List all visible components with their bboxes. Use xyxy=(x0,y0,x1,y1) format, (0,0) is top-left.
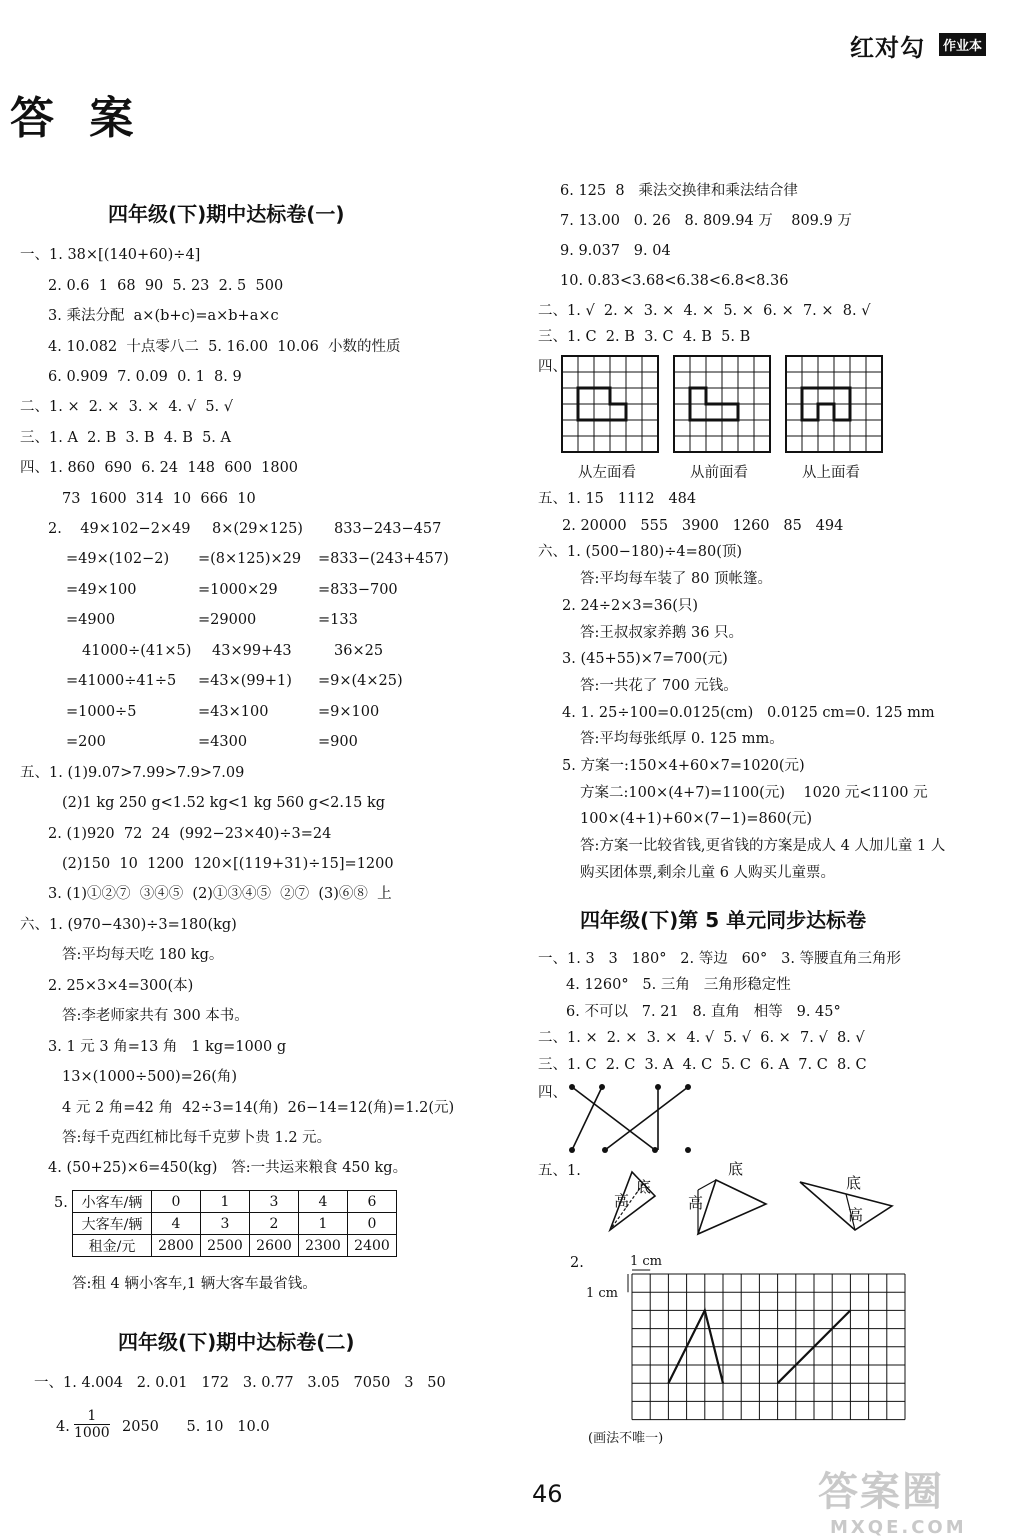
answer-line: 三、1. C 2. B 3. C 4. B 5. B xyxy=(538,329,751,345)
table-cell: 3 xyxy=(201,1213,250,1235)
question-number: 五、1. xyxy=(538,1163,581,1179)
answer-line: 一、1. 38×[(140+60)÷4] xyxy=(20,247,201,263)
watermark-text: 答案圈 xyxy=(818,1469,944,1515)
calc-cell: =43×(99+1) xyxy=(198,673,292,689)
answer-line: 五、1. (1)9.07>7.99>7.9>7.09 xyxy=(20,765,245,781)
table-cell: 2400 xyxy=(348,1235,397,1257)
table-cell: 大客车/辆 xyxy=(73,1213,152,1235)
brand-tag: 作业本 xyxy=(939,33,986,56)
answer-line: 73 1600 314 10 666 10 xyxy=(62,491,256,507)
calc-cell: =4900 xyxy=(66,612,116,628)
table-cell: 1 xyxy=(201,1191,250,1213)
answer-line: 6. 0.909 7. 0.09 0. 1 8. 9 xyxy=(48,369,242,385)
calc-cell: =1000×29 xyxy=(198,582,278,598)
view-grid xyxy=(674,356,770,452)
table-row xyxy=(73,1191,397,1213)
calc-cell: =4300 xyxy=(198,734,248,750)
calc-cell: =49×100 xyxy=(66,582,137,598)
answer-line: 4. (50+25)×6=450(kg) 答:一共运来粮食 450 kg。 xyxy=(48,1160,408,1176)
calc-cell: 2. 49×102−2×49 xyxy=(48,521,191,537)
calc-cell: =43×100 xyxy=(198,704,269,720)
triangle-label-base: 底 xyxy=(846,1174,862,1192)
triangle-label-height: 高 xyxy=(688,1194,704,1212)
table-cell: 小客车/辆 xyxy=(73,1191,152,1213)
table-cell: 1 xyxy=(299,1213,348,1235)
note: (画法不唯一) xyxy=(588,1431,664,1446)
answer-line: 3. (1)①②⑦ ③④⑤ (2)①③④⑤ ②⑦ (3)⑥⑧ 上 xyxy=(48,886,392,902)
table-cell: 2500 xyxy=(201,1235,250,1257)
table-cell: 租金/元 xyxy=(73,1235,152,1257)
table-cell: 0 xyxy=(348,1213,397,1235)
table-row xyxy=(73,1213,397,1235)
calc-cell: =833−(243+457) xyxy=(318,551,449,567)
answer-line: 6. 125 8 乘法交换律和乘法结合律 xyxy=(560,183,798,199)
triangle-label-height: 高 xyxy=(848,1206,864,1224)
watermark-url: MXQE.COM xyxy=(830,1517,967,1536)
answer-line: 100×(4+1)+60×(7−1)=860(元) xyxy=(580,811,813,827)
watermark xyxy=(818,1460,967,1536)
answer-line: 六、1. (970−430)÷3=180(kg) xyxy=(20,917,237,933)
question-number: 2. xyxy=(570,1255,584,1271)
calc-cell: 8×(29×125) xyxy=(212,521,303,537)
fraction-numerator: 1 xyxy=(74,1408,110,1425)
answer-line: 二、1. √ 2. × 3. × 4. × 5. × 6. × 7. × 8. √ xyxy=(538,303,871,319)
answer-line: 3. (45+55)×7=700(元) xyxy=(562,651,728,667)
answer-line: 9. 9.037 9. 04 xyxy=(560,243,671,259)
answer-line: 2. 25×3×4=300(本) xyxy=(48,978,194,994)
answer-line: 三、1. A 2. B 3. B 4. B 5. A xyxy=(20,430,232,446)
calc-cell: =200 xyxy=(66,734,106,750)
calc-cell: =833−700 xyxy=(318,582,398,598)
answer-line: 2050 5. 10 10.0 xyxy=(122,1419,270,1435)
table-row xyxy=(73,1235,397,1257)
triangle-heights xyxy=(580,1160,930,1250)
answer-line: 10. 0.83<3.68<6.38<6.8<8.36 xyxy=(560,273,789,289)
answer-line: 4 元 2 角=42 角 42÷3=14(角) 26−14=12(角)=1.2(元) xyxy=(62,1100,455,1116)
answer-line: 购买团体票,剩余儿童 6 人购买儿童票。 xyxy=(580,865,836,881)
calc-cell: =133 xyxy=(318,612,358,628)
answer-line: 一、1. 4.004 2. 0.01 172 3. 0.77 3.05 7050 3 50 xyxy=(34,1375,446,1391)
answer-line: 四、1. 860 690 6. 24 148 600 1800 xyxy=(20,460,299,476)
answer-line: 答:平均每天吃 180 kg。 xyxy=(62,947,224,963)
answer-line: 答:方案一比较省钱,更省钱的方案是成人 4 人加儿童 1 人 xyxy=(580,838,946,854)
question-number: 四、 xyxy=(538,359,567,375)
answer-line: 2. (1)920 72 24 (992−23×40)÷3=24 xyxy=(48,826,332,842)
answer-line: 4. 1. 25÷100=0.0125(cm) 0.0125 cm=0. 125 mm xyxy=(562,705,935,721)
calc-cell: =(8×125)×29 xyxy=(198,551,302,567)
table-cell: 4 xyxy=(299,1191,348,1213)
triangle-label-base: 底 xyxy=(728,1160,744,1178)
calc-cell: 36×25 xyxy=(334,643,384,659)
brand-logo: 红对勾 xyxy=(850,34,925,62)
question-number: 四、 xyxy=(538,1085,567,1101)
calc-cell: 833−243−457 xyxy=(334,521,442,537)
table-cell: 2600 xyxy=(250,1235,299,1257)
table-cell: 2800 xyxy=(152,1235,201,1257)
triangle-label-base: 底 xyxy=(636,1178,652,1196)
answer-line: 2. 0.6 1 68 90 5. 23 2. 5 500 xyxy=(48,278,284,294)
question-number: 5. xyxy=(54,1195,68,1211)
triangle-label-height: 高 xyxy=(614,1192,630,1210)
page-number: 46 xyxy=(532,1480,563,1508)
unit-label-top: 1 cm xyxy=(630,1254,663,1269)
view-grid xyxy=(786,356,882,452)
view-grid xyxy=(562,356,658,452)
answer-line: 2. 20000 555 3900 1260 85 494 xyxy=(562,518,844,534)
view-label-front: 从前面看 xyxy=(690,465,748,481)
answer-line: 答:一共花了 700 元钱。 xyxy=(580,678,738,694)
answer-line: 4. 10.082 十点零八二 5. 16.00 10.06 小数的性质 xyxy=(48,339,401,355)
answer-line: 六、1. (500−180)÷4=80(顶) xyxy=(538,544,743,560)
fraction xyxy=(74,1408,110,1441)
answer-line: (2)1 kg 250 g<1.52 kg<1 kg 560 g<2.15 kg xyxy=(62,795,386,811)
page-title: 答 案 xyxy=(10,93,144,144)
answer-line: 方案二:100×(4+7)=1100(元) 1020 元<1100 元 xyxy=(580,785,928,801)
view-label-left: 从左面看 xyxy=(578,465,636,481)
answer-line: 二、1. × 2. × 3. × 4. √ 5. √ 6. × 7. √ 8. √ xyxy=(538,1030,865,1046)
answer-line: 2. 24÷2×3=36(只) xyxy=(562,598,699,614)
calc-cell: =41000÷41÷5 xyxy=(66,673,177,689)
section-title-midterm-1: 四年级(下)期中达标卷(一) xyxy=(108,202,345,226)
fraction-denominator: 1000 xyxy=(74,1425,110,1441)
table-cell: 2300 xyxy=(299,1235,348,1257)
view-grids xyxy=(562,356,882,452)
view-label-top: 从上面看 xyxy=(802,465,860,481)
answer-line: 13×(1000÷500)=26(角) xyxy=(62,1069,238,1085)
table-cell: 2 xyxy=(250,1213,299,1235)
parallelogram-grid xyxy=(620,1266,920,1426)
table-cell: 4 xyxy=(152,1213,201,1235)
answer-line: 二、1. × 2. × 3. × 4. √ 5. √ xyxy=(20,399,234,415)
answer-line: 答:平均每张纸厚 0. 125 mm。 xyxy=(580,731,784,747)
table-cell: 3 xyxy=(250,1191,299,1213)
answer-line: 答:每千克西红柿比每千克萝卜贵 1.2 元。 xyxy=(62,1130,332,1146)
answer-line: 三、1. C 2. C 3. A 4. C 5. C 6. A 7. C 8. C xyxy=(538,1057,867,1073)
calc-cell: =9×(4×25) xyxy=(318,673,403,689)
answer-line: (2)150 10 1200 120×[(119+31)÷15]=1200 xyxy=(62,856,394,872)
calc-cell: =900 xyxy=(318,734,358,750)
answer-line: 答:李老师家共有 300 本书。 xyxy=(62,1008,249,1024)
calc-cell: =1000÷5 xyxy=(66,704,137,720)
unit-label-left: 1 cm xyxy=(586,1286,619,1301)
calc-cell: =49×(102−2) xyxy=(66,551,170,567)
section-title-unit-5: 四年级(下)第 5 单元同步达标卷 xyxy=(580,908,867,932)
calc-cell: 41000÷(41×5) xyxy=(82,643,192,659)
answer-line: 答:平均每车装了 80 顶帐篷。 xyxy=(580,571,773,587)
answer-line: 3. 乘法分配 a×(b+c)=a×b+a×c xyxy=(48,308,279,324)
answer-line: 3. 1 元 3 角=13 角 1 kg=1000 g xyxy=(48,1039,287,1055)
answer-line: 6. 不可以 7. 21 8. 直角 相等 9. 45° xyxy=(566,1004,841,1020)
section-title-midterm-2: 四年级(下)期中达标卷(二) xyxy=(118,1330,355,1354)
answer-line: 答:租 4 辆小客车,1 辆大客车最省钱。 xyxy=(72,1276,317,1292)
answer-line: 5. 方案一:150×4+60×7=1020(元) xyxy=(562,758,805,774)
answer-line: 7. 13.00 0. 26 8. 809.94 万 809.9 万 xyxy=(560,213,852,229)
calc-cell: =29000 xyxy=(198,612,257,628)
answer-line: 一、1. 3 3 180° 2. 等边 60° 3. 等腰直角三角形 xyxy=(538,951,902,967)
rental-table xyxy=(72,1190,397,1257)
answer-line: 五、1. 15 1112 484 xyxy=(538,491,697,507)
table-cell: 6 xyxy=(348,1191,397,1213)
answer-line: 4. 1260° 5. 三角 三角形稳定性 xyxy=(566,977,791,993)
answer-line: 答:王叔叔家养鹅 36 只。 xyxy=(580,625,744,641)
calc-cell: =9×100 xyxy=(318,704,380,720)
matching-lines xyxy=(560,1080,700,1160)
table-cell: 0 xyxy=(152,1191,201,1213)
calc-cell: 43×99+43 xyxy=(212,643,292,659)
question-number: 4. xyxy=(56,1419,70,1435)
